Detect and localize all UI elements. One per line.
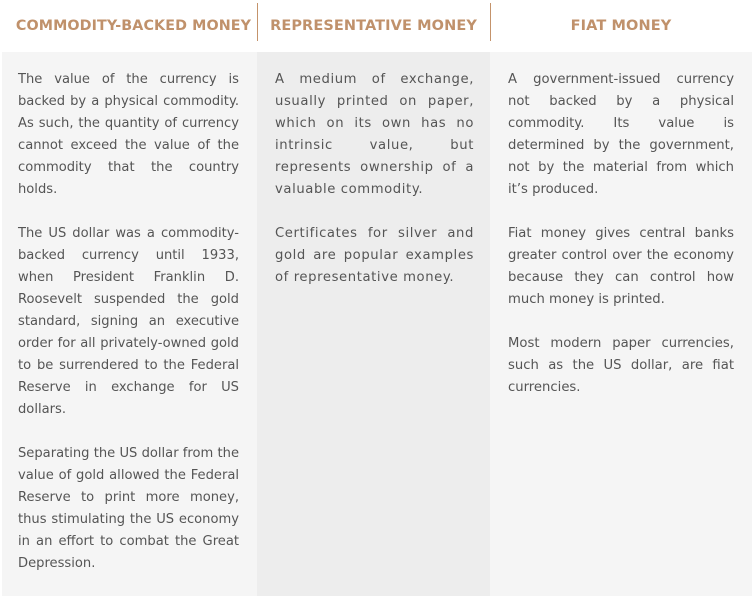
column-header-text: COMMODITY-BACKED MONEY	[15, 18, 252, 34]
paragraph: The US dollar was a commodity-backed currency until 1933, when President Franklin D. Roosevelt suspended the gold standard, signing an executive order for all privately-owned gold to be surrendered to the Federal Reserve in exchange for US dollars.	[18, 226, 239, 417]
paragraph: The value of the currency is backed by a physical commodity. As such, the quantity of currency cannot exceed the value of the commodity that the country holds.	[18, 72, 239, 197]
column-header	[490, 0, 752, 52]
column-header-text: FIAT MONEY	[570, 18, 672, 34]
paragraph: A medium of exchange, usually printed on paper, which on its own has no intrinsic value, but represents ownership of a valuable commodity.	[275, 72, 474, 197]
paragraph: Most modern paper currencies, such as the US dollar, are fiat currencies.	[508, 336, 734, 395]
column-body	[490, 52, 752, 596]
paragraph: Certificates for silver and gold are popular examples of representative money.	[275, 226, 474, 285]
column-body	[2, 52, 257, 596]
column-fiat-money	[490, 0, 752, 596]
column-header-text: REPRESENTATIVE MONEY	[270, 18, 477, 34]
column-representative-money	[257, 0, 490, 596]
column-body	[257, 52, 490, 596]
column-header	[257, 0, 490, 52]
column-header	[2, 0, 257, 52]
paragraph: Separating the US dollar from the value of gold allowed the Federal Reserve to print more money, thus stimulating the US economy in an effort to combat the Great Depression.	[18, 446, 239, 571]
column-commodity-backed-money	[2, 0, 257, 596]
header-divider	[257, 3, 258, 41]
paragraph: Fiat money gives central banks greater control over the economy because they can control how much money is printed.	[508, 226, 734, 307]
header-divider	[490, 3, 491, 41]
paragraph: A government-issued currency not backed by a physical commodity. Its value is determined by the government, not by the material from which it’s produced.	[508, 72, 734, 197]
